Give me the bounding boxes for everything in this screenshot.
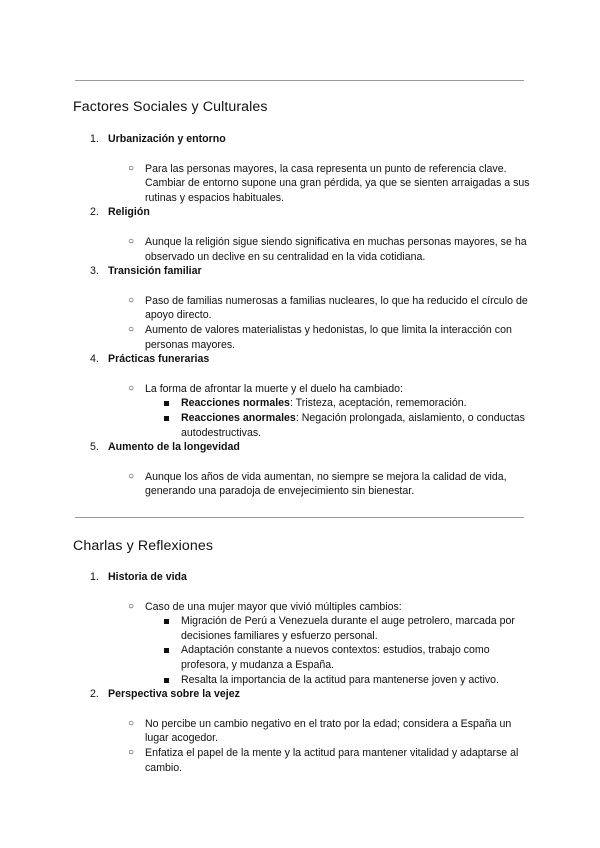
list-item-perspectiva (0, 687, 600, 775)
item-title: Aumento de la longevidad (108, 441, 240, 454)
list-item-urbanizacion (0, 132, 600, 205)
square-bullet-item: Reacciones normales: Tristeza, aceptación, rememoración. (181, 396, 526, 411)
item-title: Urbanización y entorno (108, 133, 226, 145)
bullet-item: ○ No percibe un cambio negativo en el trato por la edad; considera a España un lugar acogedor. (128, 717, 512, 745)
circle-bullet-icon: ○ (128, 717, 135, 729)
bullet-item: ○ Para las personas mayores, la casa representa un punto de referencia clave. Cambiar de entorno supone una gran pérdida, ya que se sienten arraigadas a sus rutinas y espacios habituales. (128, 162, 530, 204)
bullet-item: ○ Caso de una mujer mayor que vivió múltiples cambios: (128, 600, 402, 613)
item-number: 2. (90, 688, 99, 701)
item-title: Prácticas funerarias (108, 353, 210, 366)
square-bullet-icon (164, 619, 169, 624)
circle-bullet-icon: ○ (128, 294, 135, 306)
square-bullet-icon (164, 648, 169, 653)
item-number: 3. (90, 265, 99, 278)
list-item-longevidad (0, 440, 600, 499)
charlas-list (0, 570, 600, 775)
bullet-item: ○ Paso de familias numerosas a familias nucleares, lo que ha reducido el círculo de apoyo directo. (128, 294, 528, 322)
circle-bullet-icon: ○ (128, 323, 135, 335)
square-bullet-item: Reacciones anormales: Negación prolongada, aislamiento, o conductas autodestructivas. (181, 411, 526, 440)
bullet-item: ○ Aunque la religión sigue siendo significativa en muchas personas mayores, se ha observado un declive en su centralidad en la vida cotidiana. (128, 235, 527, 263)
list-item-religion (0, 205, 600, 264)
list-item-funerarias (0, 352, 600, 440)
bullet-item: ○ La forma de afrontar la muerte y el duelo ha cambiado: (128, 382, 403, 395)
circle-bullet-icon: ○ (128, 162, 135, 174)
circle-bullet-icon: ○ (128, 382, 135, 394)
circle-bullet-icon: ○ (128, 470, 135, 482)
horizontal-rule (75, 80, 524, 81)
square-bullet-icon (164, 416, 169, 421)
list-item-transicion (0, 264, 600, 352)
bullet-item: ○ Aunque los años de vida aumentan, no siempre se mejora la calidad de vida, generando una paradoja de envejecimiento sin bienestar. (128, 470, 507, 498)
square-bullet-icon (164, 678, 169, 683)
square-bullet-icon (164, 401, 169, 406)
list-item-historia (0, 570, 600, 687)
item-title: Historia de vida (108, 571, 187, 583)
item-number: 1. (90, 133, 99, 145)
bullet-item: ○ Enfatiza el papel de la mente y la actitud para mantener vitalidad y adaptarse al cambio. (128, 746, 519, 774)
item-number: 2. (90, 206, 99, 219)
item-number: 5. (90, 441, 99, 454)
circle-bullet-icon: ○ (128, 235, 135, 247)
section-heading-factores: Factores Sociales y Culturales (73, 99, 268, 115)
item-number: 4. (90, 353, 99, 366)
bullet-item: ○ Aumento de valores materialistas y hedonistas, lo que limita la interacción con personas mayores. (128, 323, 512, 351)
square-bullet-item: Adaptación constante a nuevos contextos: estudios, trabajo como profesora, y mudanza a España. (181, 643, 526, 672)
section-heading-charlas: Charlas y Reflexiones (73, 538, 214, 554)
square-bullet-item: Migración de Perú a Venezuela durante el auge petrolero, marcada por decisiones familiares y esfuerzo personal. (181, 614, 526, 643)
item-title: Perspectiva sobre la vejez (108, 688, 240, 701)
circle-bullet-icon: ○ (128, 746, 135, 758)
item-title: Transición familiar (108, 265, 202, 278)
horizontal-rule (75, 517, 524, 518)
factores-list (0, 132, 600, 499)
item-number: 1. (90, 571, 99, 583)
item-title: Religión (108, 206, 150, 219)
square-bullet-item: Resalta la importancia de la actitud para mantenerse joven y activo. (181, 673, 526, 688)
circle-bullet-icon: ○ (128, 600, 135, 612)
